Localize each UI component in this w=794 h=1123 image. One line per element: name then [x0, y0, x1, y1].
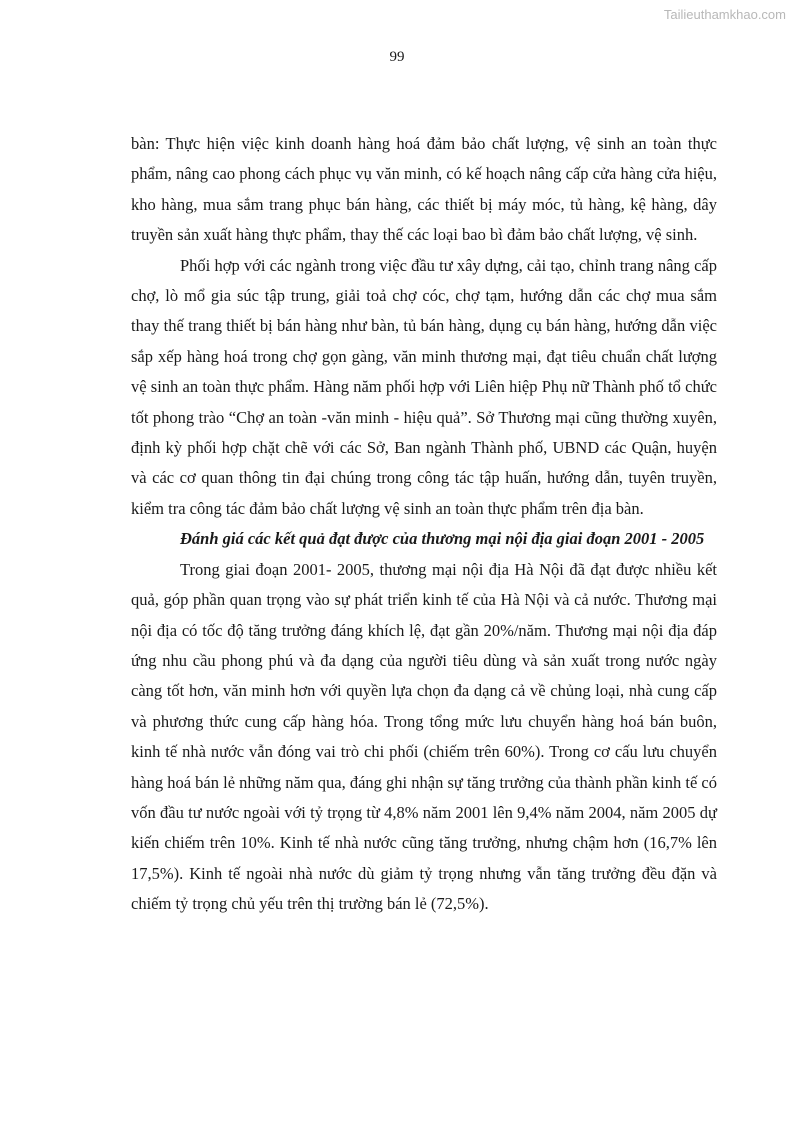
paragraph-continued: bàn: Thực hiện việc kinh doanh hàng hoá đảm bảo chất lượng, vệ sinh an toàn thực phẩm, nâng cao phong cách phục vụ văn minh, có kế hoạch nâng cấp cửa hàng cửa hiệu, kho hàng, mua sắm trang phục bán hàng, các thiết bị máy móc, tủ hàng, kệ hàng, dây truyền sản xuất hàng thực phẩm, thay thế các loại bao bì đảm bảo chất lượng, vệ sinh.: [131, 134, 717, 245]
paragraph: Trong giai đoạn 2001- 2005, thương mại nội địa Hà Nội đã đạt được nhiều kết quả, góp phần quan trọng vào sự phát triển kinh tế của Hà Nội và cả nước. Thương mại nội địa có tốc độ tăng trưởng đáng khích lệ, đạt gần 20%/năm. Thương mại nội địa đáp ứng nhu cầu phong phú và đa dạng của người tiêu dùng và sản xuất trong nước ngày càng tốt hơn, văn minh hơn với quyền lựa chọn đa dạng cả về chủng loại, nhà cung cấp và phương thức cung cấp hàng hóa. Trong tổng mức lưu chuyển hàng hoá bán buôn, kinh tế nhà nước vẫn đóng vai trò chi phối (chiếm trên 60%). Trong cơ cấu lưu chuyển hàng hoá bán lẻ những năm qua, đáng ghi nhận sự tăng trưởng của thành phần kinh tế có vốn đầu tư nước ngoài với tỷ trọng từ 4,8% năm 2001 lên 9,4% năm 2004, năm 2005 dự kiến chiếm trên 10%. Kinh tế nhà nước cũng tăng trưởng, nhưng chậm hơn (16,7% lên 17,5%). Kinh tế ngoài nhà nước dù giảm tỷ trọng nhưng vẫn tăng trưởng đều đặn và chiếm tỷ trọng chủ yếu trên thị trường bán lẻ (72,5%).: [131, 559, 717, 914]
watermark: Tailieuthamkhao.com: [663, 7, 786, 22]
paragraph: Phối hợp với các ngành trong việc đầu tư xây dựng, cải tạo, chỉnh trang nâng cấp chợ, lò mổ gia súc tập trung, giải toả chợ cóc, chợ tạm, hướng dẫn các chợ mua sắm thay thế trang thiết bị bán hàng như bàn, tủ bán hàng, dụng cụ bán hàng, hướng dẫn việc sắp xếp hàng hoá trong chợ gọn gàng, văn minh thương mại, đạt tiêu chuẩn chất lượng vệ sinh an toàn thực phẩm. Hàng năm phối hợp với Liên hiệp Phụ nữ Thành phố tổ chức tốt phong trào “Chợ an toàn -văn minh - hiệu quả”. Sở Thương mại cũng thường xuyên, định kỳ phối hợp chặt chẽ với các Sở, Ban ngành Thành phố, UBND các Quận, huyện và các cơ quan thông tin đại chúng trong công tác tập huấn, hướng dẫn, tuyên truyền, kiểm tra công tác đảm bảo chất lượng vệ sinh an toàn thực phẩm trên địa bàn.: [131, 255, 717, 518]
section-heading: Đánh giá các kết quả đạt được của thương mại nội địa giai đoạn 2001 - 2005: [180, 529, 705, 549]
page-number: 99: [389, 49, 405, 65]
document-body: [131, 129, 717, 920]
